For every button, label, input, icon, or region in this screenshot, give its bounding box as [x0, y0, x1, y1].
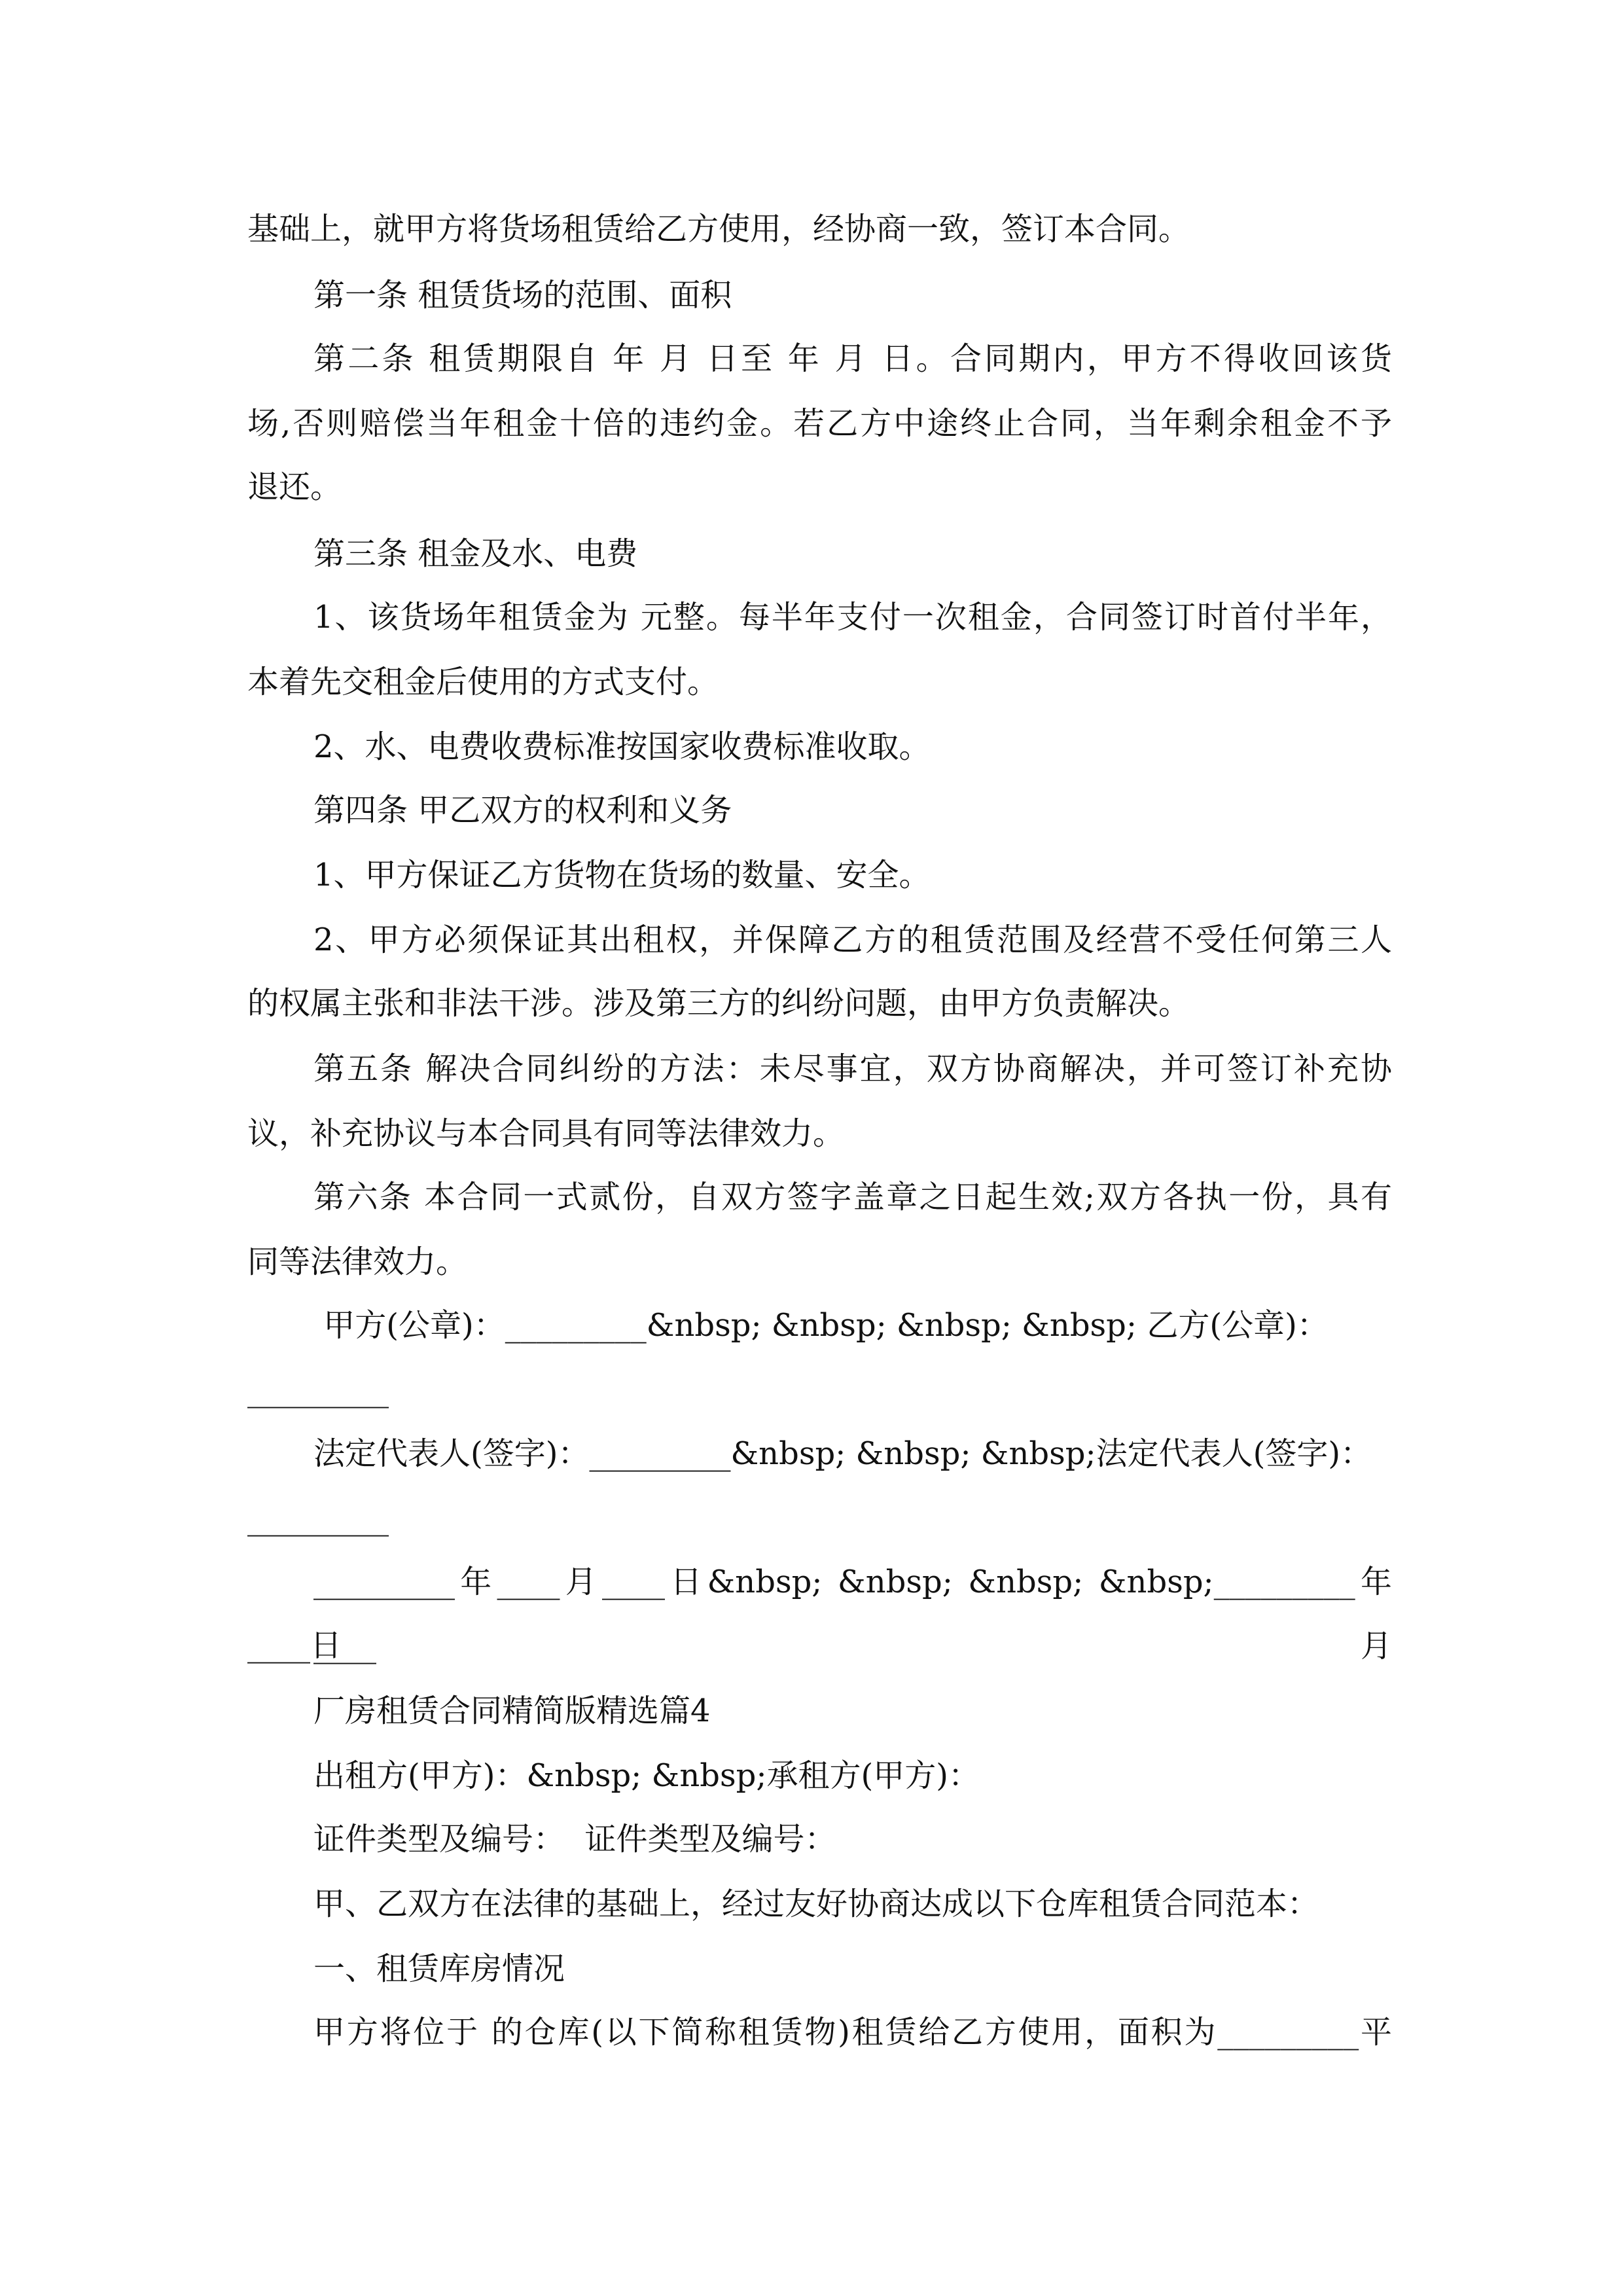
text-line: 第六条 本合同一式贰份，自双方签字盖章之日起生效;双方各执一份，具有 — [313, 1179, 1392, 1215]
text-line: 1、甲方保证乙方货物在货场的数量、安全。 — [313, 857, 931, 893]
text-line: 本着先交租金后使用的方式支付。 — [247, 664, 719, 700]
text-line: 出租方(甲方)：&nbsp; &nbsp;承租方(甲方)： — [313, 1757, 980, 1794]
text-line: 基础上，就甲方将货场租赁给乙方使用，经协商一致，签订本合同。 — [247, 211, 1190, 247]
text-line: 2、甲方必须保证其出租权，并保障乙方的租赁范围及经营不受任何第三人 — [313, 922, 1392, 958]
text-line: 法定代表人(签字)：_________&nbsp; &nbsp; &nbsp;法定代表人(签字)： — [313, 1435, 1372, 1472]
text-line: 同等法律效力。 — [247, 1244, 468, 1280]
text-line: 甲方(公章)：_________&nbsp; &nbsp; &nbsp; &nbsp; 乙方(公章)： — [313, 1307, 1329, 1344]
text-line: 场,否则赔偿当年租金十倍的违约金。若乙方中途终止合同，当年剩余租金不予 — [247, 405, 1392, 442]
text-line: 厂房租赁合同精简版精选篇4 — [313, 1693, 711, 1729]
text-line: 第三条 租金及水、电费 — [313, 535, 638, 572]
text-line: 第一条 租赁货场的范围、面积 — [313, 277, 732, 314]
text-line: 第二条 租赁期限自 年 月 日至 年 月 日。合同期内，甲方不得收回该货 — [313, 340, 1392, 377]
text-line: 议，补充协议与本合同具有同等法律效力。 — [247, 1115, 845, 1152]
text-line: _________ — [247, 1372, 389, 1408]
text-line: 第四条 甲乙双方的权利和义务 — [313, 792, 732, 829]
text-line: 甲、乙双方在法律的基础上，经过友好协商达成以下仓库租赁合同范本： — [313, 1886, 1319, 1922]
text-line: _________ — [247, 1500, 389, 1537]
text-line: 2、水、电费收费标准按国家收费标准收取。 — [313, 728, 931, 765]
text-line: 一、租赁库房情况 — [313, 1950, 565, 1987]
text-line: ____日 — [247, 1627, 342, 1664]
text-line: 甲方将位于 的仓库(以下简称租赁物)租赁给乙方使用，面积为_________平 — [313, 2014, 1392, 2051]
text-line: 1、该货场年租赁金为 元整。每半年支付一次租金，合同签订时首付半年， — [313, 599, 1392, 636]
text-line: _________年____月____日&nbsp; &nbsp; &nbsp; &nbsp;_________年____月 — [313, 1564, 1392, 1664]
text-line: 第五条 解决合同纠纷的方法：未尽事宜，双方协商解决，并可签订补充协 — [313, 1050, 1392, 1087]
text-line: 证件类型及编号： 证件类型及编号： — [313, 1821, 836, 1857]
text-line: 退还。 — [247, 469, 342, 505]
text-line: 的权属主张和非法干涉。涉及第三方的纠纷问题，由甲方负责解决。 — [247, 985, 1190, 1022]
